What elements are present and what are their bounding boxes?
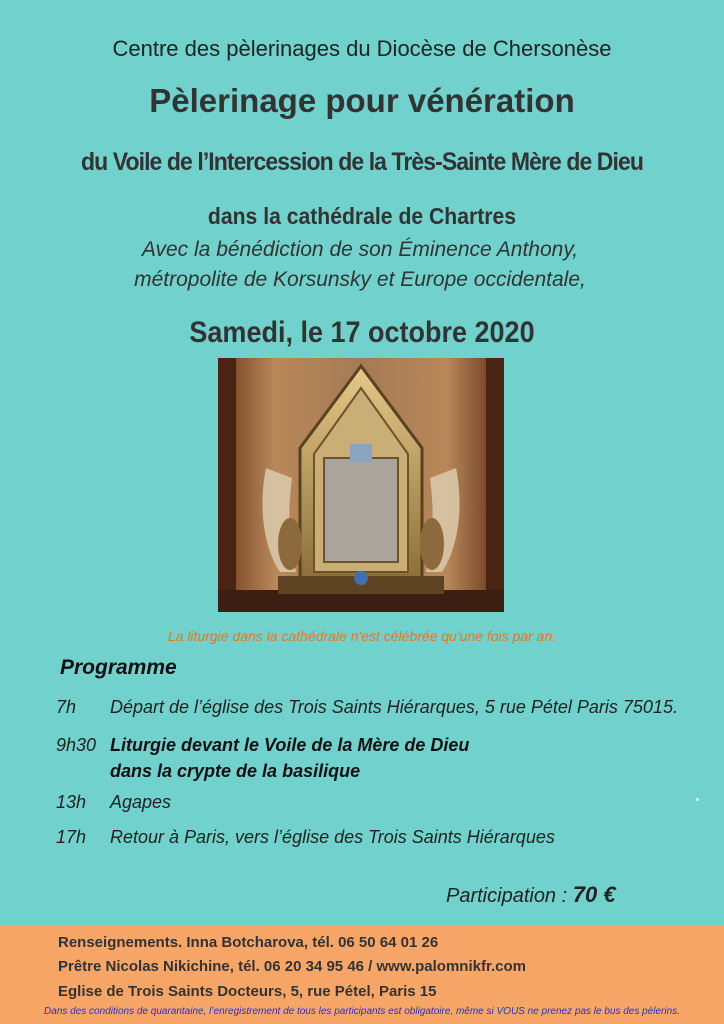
contact-line-2: Prêtre Nicolas Nikichine, tél. 06 20 34 95 46 / www.palomnikfr.com (58, 958, 526, 975)
blessing-line-1: Avec la bénédiction de son Éminence Anthony, (141, 238, 579, 261)
programme-text: Départ de l’église des Trois Saints Hiérarques, 5 rue Pétel Paris 75015. (110, 697, 678, 717)
programme-time: 17h (56, 827, 87, 847)
programme-text: Liturgie devant le Voile de la Mère de Dieu (110, 735, 470, 755)
participation-price (446, 882, 616, 908)
page-title: Pèlerinage pour vénération (149, 82, 575, 119)
contact-line-3: Eglise de Trois Saints Docteurs, 5, rue Pétel, Paris 15 (58, 983, 437, 1000)
decorative-dot (696, 798, 699, 801)
programme-time: 13h (56, 792, 87, 812)
programme-text: Agapes (110, 792, 172, 812)
contact-footer (0, 926, 724, 1024)
programme-time: 7h (56, 697, 77, 717)
organizer-line: Centre des pèlerinages du Diocèse de Chersonèse (112, 36, 612, 61)
blessing-line-2: métropolite de Korsunsky et Europe occidentale, (134, 268, 586, 291)
participation-label: Participation : (446, 885, 573, 907)
contact-line-1: Renseignements. Inna Botcharova, tél. 06 50 64 01 26 (58, 934, 439, 951)
participation-amount: 70 € (572, 882, 616, 907)
programme-time: 9h30 (56, 735, 97, 755)
programme-text: Retour à Paris, vers l’église des Trois Saints Hiérarques (110, 827, 555, 847)
event-date: Samedi, le 17 octobre 2020 (189, 316, 535, 349)
quarantine-notice: Dans des conditions de quarantaine, l’enregistrement de tous les participants est obligatoire, même si VOUS ne prenez pas le bus des pèlerins. (44, 1006, 680, 1017)
reliquary-photo (218, 358, 504, 612)
programme-title: Programme (60, 656, 177, 679)
liturgy-note: La liturgie dans la cathédrale n'est célébrée qu'une fois par an. (167, 628, 557, 644)
page-subtitle: du Voile de l’Intercession de la Très-Sainte Mère de Dieu (81, 148, 643, 176)
programme-text-continued: dans la crypte de la basilique (110, 761, 361, 781)
venue-line: dans la cathédrale de Chartres (207, 203, 517, 229)
